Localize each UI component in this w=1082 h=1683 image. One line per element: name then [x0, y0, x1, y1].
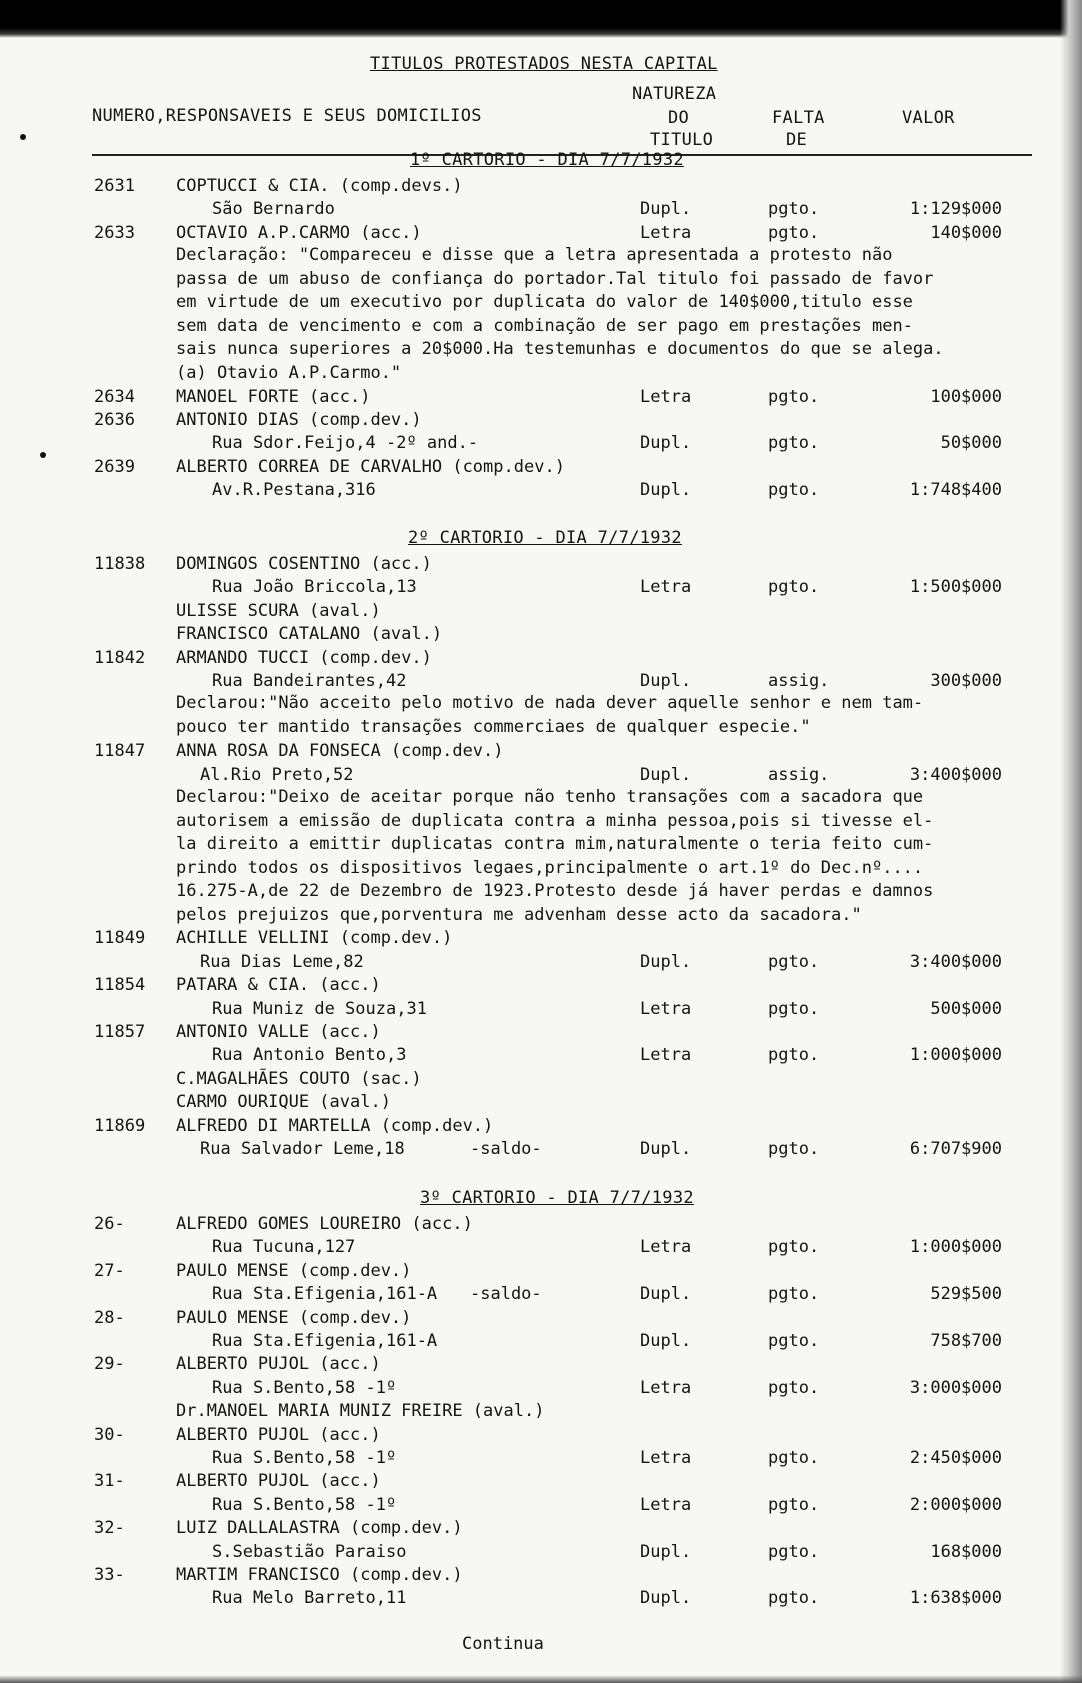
declaration-text — [176, 786, 1046, 927]
ledger-row — [0, 926, 1082, 950]
ledger-row — [0, 1212, 1082, 1236]
declaration-line: pelos prejuizos que,porventura me advenham desse acto da sacadora." — [176, 904, 862, 925]
declaration-line: prindo todos os dispositivos legaes,principalmente o art.1º do Dec.nº.... — [176, 857, 924, 878]
ledger-row — [0, 1043, 1082, 1067]
cartorio-section-title: 1º CARTORIO - DIA 7/7/1932 — [410, 150, 684, 170]
declaration-line: Declarou:"Não acceito pelo motivo de nada dever aquelle senhor e nem tam- — [176, 693, 924, 714]
header-numero: NUMERO,RESPONSAVEIS E SEUS DOMICILIOS — [92, 106, 482, 126]
address-text: Rua Bandeirantes,42 — [212, 671, 407, 691]
address-text: Rua Muniz de Souza,31 — [212, 998, 427, 1019]
valor-amount: 2:000$000 — [909, 1494, 1002, 1515]
declaration-line: la direito a emittir duplicatas contra mim,naturalmente o teria feito cum- — [176, 834, 934, 854]
address-text: Al.Rio Preto,52 — [200, 764, 354, 785]
falta-value: pgto. — [768, 433, 820, 454]
responsible-name: ANTONIO VALLE (acc.) — [176, 1022, 381, 1042]
title-number: 2634 — [94, 386, 135, 407]
title-number: 2639 — [94, 456, 135, 477]
responsible-name: ACHILLE VELLINI (comp.dev.) — [176, 928, 453, 949]
address-text: São Bernardo — [212, 199, 335, 220]
valor-amount: 100$000 — [930, 386, 1002, 407]
header-falta: FALTA — [772, 108, 825, 128]
falta-value: pgto. — [768, 1377, 820, 1398]
responsible-name: ALBERTO CORREA DE CARVALHO (comp.dev.) — [176, 456, 565, 477]
falta-value: assig. — [768, 764, 830, 785]
ledger-row — [0, 1469, 1082, 1493]
responsible-name: ANNA ROSA DA FONSECA (comp.dev.) — [176, 741, 504, 762]
responsible-name: CARMO OURIQUE (aval.) — [176, 1092, 391, 1113]
address-text: Rua Dias Leme,82 — [200, 951, 364, 972]
valor-amount: 3:400$000 — [909, 764, 1002, 785]
declaration-line: (a) Otavio A.P.Carmo." — [176, 362, 402, 383]
title-number: 11838 — [94, 554, 146, 574]
ledger-row — [0, 385, 1082, 409]
address-text: Rua Sta.Efigenia,161-A — [212, 1331, 438, 1351]
falta-value: assig. — [768, 671, 830, 691]
valor-amount: 168$000 — [930, 1541, 1002, 1562]
responsible-name: ARMANDO TUCCI (comp.dev.) — [176, 647, 432, 668]
ledger-row — [0, 1563, 1082, 1587]
title-number: 33- — [94, 1565, 125, 1585]
declaration-line: passa de um abuso de confiança do portador.Tal titulo foi passado de favor — [176, 268, 934, 289]
ledger-row — [0, 739, 1082, 763]
falta-value: pgto. — [768, 1045, 820, 1066]
responsible-name: ALFREDO GOMES LOUREIRO (acc.) — [176, 1214, 473, 1234]
natureza-value: Dupl. — [640, 1331, 692, 1351]
natureza-value: Dupl. — [640, 1588, 692, 1609]
responsible-name: OCTAVIO A.P.CARMO (acc.) — [176, 222, 422, 243]
title-number: 11869 — [94, 1115, 146, 1136]
natureza-value: Dupl. — [640, 1284, 692, 1305]
falta-value: pgto. — [768, 998, 820, 1019]
address-text: Rua Salvador Leme,18 — [200, 1139, 405, 1159]
valor-amount: 140$000 — [930, 222, 1002, 243]
ledger-row — [0, 1493, 1082, 1517]
responsible-name: PATARA & CIA. (acc.) — [176, 975, 381, 996]
title-number: 2631 — [94, 176, 135, 196]
falta-value: pgto. — [768, 951, 820, 972]
declaration-line: autorisem a emissão de duplicata contra a minha pessoa,pois si tivesse el- — [176, 810, 934, 831]
continua-label: Continua — [462, 1634, 544, 1654]
address-text: S.Sebastião Paraiso — [212, 1541, 407, 1562]
natureza-value: Letra — [640, 1045, 692, 1066]
falta-value: pgto. — [768, 577, 820, 598]
declaration-text — [176, 244, 1046, 385]
natureza-value: Letra — [640, 1448, 692, 1468]
responsible-name: C.MAGALHÃES COUTO (sac.) — [176, 1068, 422, 1089]
title-number: 29- — [94, 1354, 125, 1375]
ledger-row — [0, 1540, 1082, 1564]
ledger-row — [0, 478, 1082, 502]
header-natureza: NATUREZA — [632, 84, 717, 104]
ledger-row — [0, 1090, 1082, 1114]
responsible-name: FRANCISCO CATALANO (aval.) — [176, 624, 443, 645]
declaration-text — [176, 692, 1046, 739]
valor-amount: 529$500 — [930, 1284, 1002, 1305]
natureza-value: Letra — [640, 1237, 692, 1258]
ledger-row — [0, 1423, 1082, 1447]
ledger-row — [0, 1306, 1082, 1330]
responsible-name: PAULO MENSE (comp.dev.) — [176, 1260, 412, 1281]
address-text: Rua Sta.Efigenia,161-A — [212, 1284, 438, 1305]
responsible-name: LUIZ DALLALASTRA (comp.dev.) — [176, 1518, 463, 1539]
title-number: 32- — [94, 1518, 125, 1539]
responsible-name: MANOEL FORTE (acc.) — [176, 386, 371, 407]
ledger-row — [0, 1235, 1082, 1259]
ledger-row — [0, 646, 1082, 670]
address-text: Av.R.Pestana,316 — [212, 480, 376, 501]
valor-amount: 2:450$000 — [909, 1448, 1002, 1468]
valor-amount: 3:400$000 — [909, 951, 1002, 972]
address-text: Rua Tucuna,127 — [212, 1237, 356, 1258]
falta-value: pgto. — [768, 1494, 820, 1515]
responsible-name: DOMINGOS COSENTINO (acc.) — [176, 554, 432, 574]
responsible-name: COPTUCCI & CIA. (comp.devs.) — [176, 176, 463, 196]
responsible-name: PAULO MENSE (comp.dev.) — [176, 1307, 412, 1328]
address-text: Rua Melo Barreto,11 — [212, 1588, 407, 1609]
falta-value: pgto. — [768, 1541, 820, 1562]
ledger-row — [0, 1399, 1082, 1423]
cartorio-section-title: 3º CARTORIO - DIA 7/7/1932 — [420, 1188, 694, 1208]
ledger-row — [0, 1067, 1082, 1091]
falta-value: pgto. — [768, 1284, 820, 1305]
declaration-line: pouco ter mantido transações commerciaes de qualquer especie." — [176, 716, 811, 737]
natureza-value: Letra — [640, 1377, 692, 1398]
ledger-row — [0, 622, 1082, 646]
saldo-note: -saldo- — [470, 1284, 542, 1305]
valor-amount: 1:129$000 — [909, 199, 1002, 220]
title-number: 28- — [94, 1307, 125, 1328]
declaration-line: em virtude de um executivo por duplicata do valor de 140$000,titulo esse — [176, 292, 913, 313]
ledger-row — [0, 575, 1082, 599]
valor-amount: 1:500$000 — [909, 577, 1002, 598]
address-text: Rua S.Bento,58 -1º — [212, 1448, 397, 1468]
ledger-row — [0, 1282, 1082, 1306]
header-valor: VALOR — [902, 108, 955, 128]
natureza-value: Dupl. — [640, 951, 692, 972]
natureza-value: Dupl. — [640, 671, 692, 691]
title-number: 30- — [94, 1424, 125, 1445]
address-text: Rua Sdor.Feijo,4 -2º and.- — [212, 433, 479, 454]
falta-value: pgto. — [768, 1588, 820, 1609]
address-text: Rua Antonio Bento,3 — [212, 1045, 407, 1066]
ledger-row — [0, 552, 1082, 576]
responsible-name: ALBERTO PUJOL (acc.) — [176, 1354, 381, 1375]
address-text: Rua João Briccola,13 — [212, 577, 417, 598]
title-number: 2633 — [94, 222, 135, 243]
valor-amount: 1:748$400 — [909, 480, 1002, 501]
title-number: 11849 — [94, 928, 146, 949]
falta-value: pgto. — [768, 222, 820, 243]
ledger-row — [0, 763, 1082, 787]
page-title: TITULOS PROTESTADOS NESTA CAPITAL — [370, 54, 718, 74]
ledger-row — [0, 599, 1082, 623]
ledger-row — [0, 174, 1082, 198]
ledger-row — [0, 1020, 1082, 1044]
ledger-row — [0, 1114, 1082, 1138]
responsible-name: ALBERTO PUJOL (acc.) — [176, 1471, 381, 1492]
title-number: 11847 — [94, 741, 146, 762]
natureza-value: Letra — [640, 577, 692, 598]
valor-amount: 758$700 — [930, 1331, 1002, 1351]
title-number: 11854 — [94, 975, 146, 996]
ledger-row — [0, 997, 1082, 1021]
natureza-value: Dupl. — [640, 1139, 692, 1159]
responsible-name: Dr.MANOEL MARIA MUNIZ FREIRE (aval.) — [176, 1401, 545, 1422]
address-text: Rua S.Bento,58 -1º — [212, 1377, 397, 1398]
valor-amount: 6:707$900 — [909, 1139, 1002, 1159]
ledger-row — [0, 1329, 1082, 1353]
title-number: 11857 — [94, 1022, 146, 1042]
valor-amount: 50$000 — [940, 433, 1002, 454]
valor-amount: 300$000 — [930, 671, 1002, 691]
falta-value: pgto. — [768, 1139, 820, 1159]
ledger-row — [0, 408, 1082, 432]
falta-value: pgto. — [768, 1237, 820, 1258]
natureza-value: Dupl. — [640, 480, 692, 501]
ledger-row — [0, 1516, 1082, 1540]
ledger-row — [0, 669, 1082, 693]
valor-amount: 1:000$000 — [909, 1237, 1002, 1258]
ledger-row — [0, 1259, 1082, 1283]
valor-amount: 500$000 — [930, 998, 1002, 1019]
ledger-row — [0, 455, 1082, 479]
falta-value: pgto. — [768, 199, 820, 220]
natureza-value: Dupl. — [640, 1541, 692, 1562]
valor-amount: 3:000$000 — [909, 1377, 1002, 1398]
valor-amount: 1:638$000 — [909, 1588, 1002, 1609]
declaration-line: sais nunca superiores a 20$000.Ha testemunhas e documentos do que se alega. — [176, 339, 944, 360]
ledger-row — [0, 973, 1082, 997]
header-falta-de: DE — [786, 130, 808, 150]
responsible-name: ALFREDO DI MARTELLA (comp.dev.) — [176, 1115, 494, 1136]
title-number: 26- — [94, 1214, 125, 1234]
header-natureza-titulo: TITULO — [650, 130, 714, 150]
falta-value: pgto. — [768, 386, 820, 407]
cartorio-section-title: 2º CARTORIO - DIA 7/7/1932 — [408, 528, 682, 548]
title-number: 2636 — [94, 410, 135, 430]
declaration-line: sem data de vencimento e com a combinação de ser pago em prestações men- — [176, 315, 913, 336]
ledger-row — [0, 1586, 1082, 1610]
falta-value: pgto. — [768, 480, 820, 501]
responsible-name: ANTONIO DIAS (comp.dev.) — [176, 410, 422, 430]
header-natureza-do: DO — [668, 108, 690, 128]
ledger-row — [0, 221, 1082, 245]
responsible-name: MARTIM FRANCISCO (comp.dev.) — [176, 1565, 463, 1585]
address-text: Rua S.Bento,58 -1º — [212, 1494, 397, 1515]
declaration-line: Declarou:"Deixo de aceitar porque não tenho transações com a sacadora que — [176, 787, 924, 807]
natureza-value: Letra — [640, 386, 692, 407]
ledger-row — [0, 1352, 1082, 1376]
falta-value: pgto. — [768, 1448, 820, 1468]
natureza-value: Dupl. — [640, 199, 692, 220]
title-number: 11842 — [94, 647, 146, 668]
natureza-value: Dupl. — [640, 764, 692, 785]
ledger-row — [0, 950, 1082, 974]
natureza-value: Dupl. — [640, 433, 692, 454]
title-number: 31- — [94, 1471, 125, 1492]
declaration-line: 16.275-A,de 22 de Dezembro de 1923.Protesto desde já haver perdas e damnos — [176, 881, 934, 901]
natureza-value: Letra — [640, 222, 692, 243]
ledger-row — [0, 431, 1082, 455]
ledger-row — [0, 1376, 1082, 1400]
ledger-row — [0, 197, 1082, 221]
valor-amount: 1:000$000 — [909, 1045, 1002, 1066]
responsible-name: ALBERTO PUJOL (acc.) — [176, 1424, 381, 1445]
natureza-value: Letra — [640, 1494, 692, 1515]
title-number: 27- — [94, 1260, 125, 1281]
falta-value: pgto. — [768, 1331, 820, 1351]
declaration-line: Declaração: "Compareceu e disse que a letra apresentada a protesto não — [176, 245, 893, 266]
ledger-row — [0, 1446, 1082, 1470]
saldo-note: -saldo- — [470, 1139, 542, 1159]
responsible-name: ULISSE SCURA (aval.) — [176, 600, 381, 621]
ledger-row — [0, 1137, 1082, 1161]
natureza-value: Letra — [640, 998, 692, 1019]
